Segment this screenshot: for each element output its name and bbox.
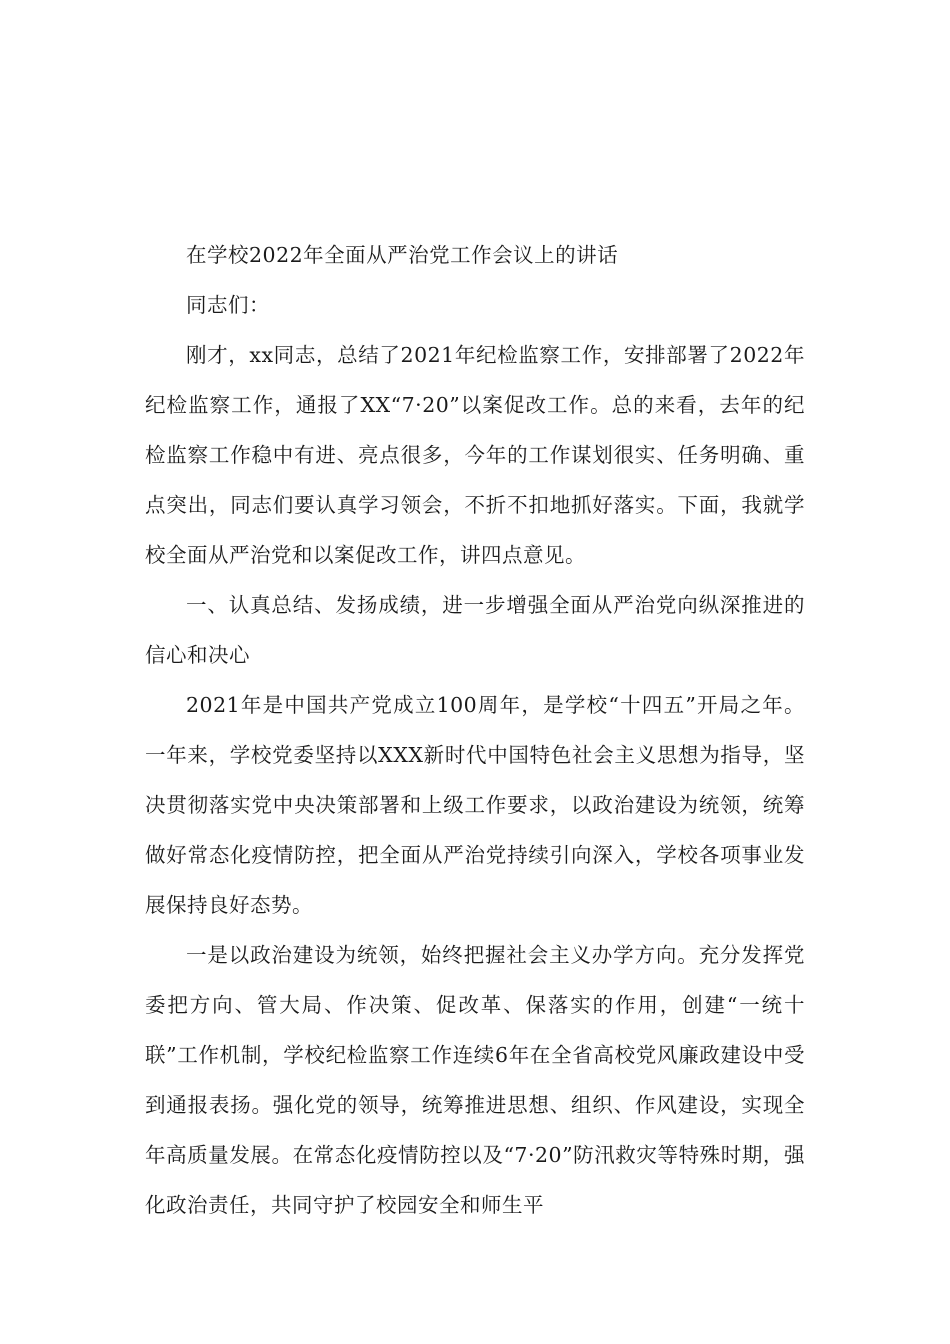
paragraph-point-1: 一是以政治建设为统领，始终把握社会主义办学方向。充分发挥党委把方向、管大局、作决策、促改革、保落实的作用，创建“一统十联”工作机制，学校纪检监察工作连续6年在全省高校党风廉政建设中受到通报表扬。强化党的领导，统筹推进思想、组织、作风建设，实现全年高质量发展。在常态化疫情防控以及“7·20”防汛救灾等特殊时期，强化政治责任，共同守护了校园安全和师生平 — [145, 943, 805, 1217]
section-heading-1: 一、认真总结、发扬成绩，进一步增强全面从严治党向纵深推进的信心和决心 — [145, 593, 805, 667]
paragraph-intro: 刚才，xx同志，总结了2021年纪检监察工作，安排部署了2022年纪检监察工作，通报了XX“7·20”以案促改工作。总的来看，去年的纪检监察工作稳中有进、亮点很多，今年的工作谋划很实、任务明确、重点突出，同志们要认真学习领会，不折不扣地抓好落实。下面，我就学校全面从严治党和以案促改工作，讲四点意见。 — [145, 343, 805, 567]
document-body — [145, 230, 805, 1230]
paragraph-2021-summary: 2021年是中国共产党成立100周年，是学校“十四五”开局之年。一年来，学校党委坚持以XXX新时代中国特色社会主义思想为指导，坚决贯彻落实党中央决策部署和上级工作要求，以政治建设为统领，统筹做好常态化疫情防控，把全面从严治党持续引向深入，学校各项事业发展保持良好态势。 — [145, 693, 805, 917]
salutation: 同志们： — [186, 293, 270, 317]
document-title: 在学校2022年全面从严治党工作会议上的讲话 — [186, 243, 619, 267]
